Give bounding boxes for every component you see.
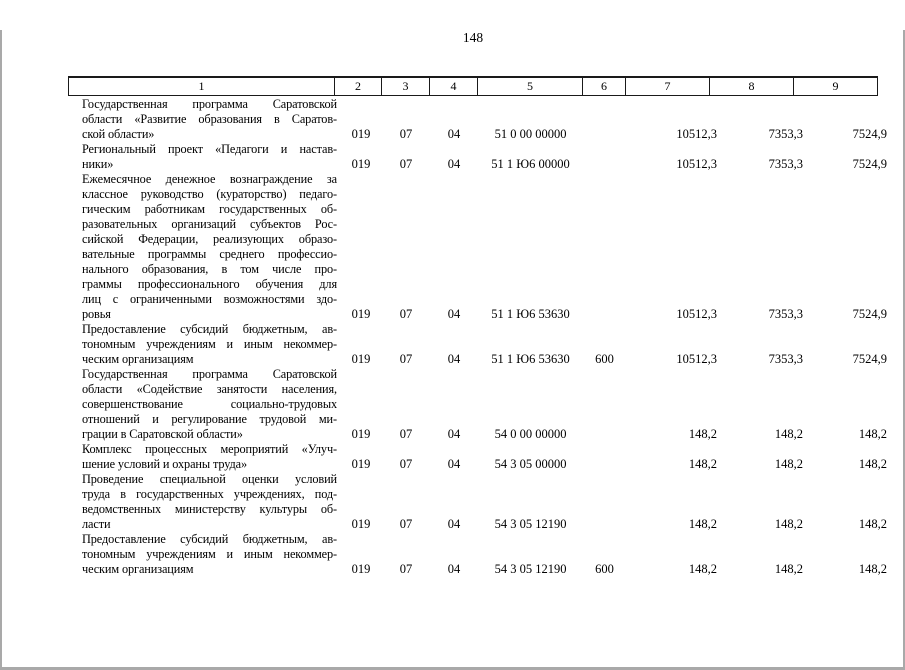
amount-col9-cell: 7524,9: [852, 127, 887, 141]
budget-item-name-line: совершенствование социально-трудовых: [82, 397, 337, 411]
section-code-cell: 07: [399, 562, 413, 576]
budget-item-name-line: Государственная программа Саратовской: [82, 367, 337, 381]
budget-item-name-line: Региональный проект «Педагоги и настав-: [82, 142, 337, 156]
grbs-code-cell: 019: [351, 562, 371, 576]
amount-col9-cell: 148,2: [858, 427, 887, 441]
table-row: [68, 472, 889, 532]
section-code-cell: 07: [399, 307, 413, 321]
column-header-9: 9: [832, 79, 839, 93]
amount-col9-cell: 7524,9: [852, 352, 887, 366]
amount-col7-cell: 10512,3: [676, 307, 717, 321]
subsection-code-cell: 04: [447, 427, 461, 441]
subsection-code-cell: 04: [447, 517, 461, 531]
budget-item-name-cell: [68, 367, 340, 442]
budget-item-name-line: вательные программы среднего профессио-: [82, 247, 337, 261]
budget-item-name-line: ровья: [82, 307, 111, 321]
column-header-1: 1: [69, 78, 335, 95]
subsection-code-cell: 04: [447, 457, 461, 471]
target-article-code-cell: 51 0 00 00000: [494, 127, 567, 141]
budget-item-name-line: разовательных организаций субъектов Рос-: [82, 217, 337, 231]
section-code-cell: 07: [399, 127, 413, 141]
budget-item-name-line: ской области»: [82, 127, 155, 141]
budget-item-name-line: ческим организациям: [82, 562, 194, 576]
expense-type-code-cell: 600: [595, 562, 614, 576]
budget-item-name-line: ческим организациям: [82, 352, 194, 366]
budget-item-name-line: гическим работникам государственных об-: [82, 202, 337, 216]
amount-col7-cell: 148,2: [688, 562, 717, 576]
budget-item-name-line: отношений и регулирование трудовой ми-: [82, 412, 337, 426]
grbs-code-cell: 019: [351, 427, 371, 441]
subsection-code-cell: 04: [447, 307, 461, 321]
amount-col7-cell: 10512,3: [676, 352, 717, 366]
amount-col8-cell: 7353,3: [768, 157, 803, 171]
budget-item-name-line: граммы профессионального обучения для: [82, 277, 337, 291]
subsection-code-cell: 04: [447, 157, 461, 171]
budget-item-name-line: лиц с ограниченными возможностями здо-: [82, 292, 337, 306]
column-header-8: 8: [710, 78, 794, 95]
budget-item-name-cell: [68, 442, 340, 472]
budget-item-name-cell: [68, 172, 340, 322]
amount-col7-cell: 148,2: [688, 517, 717, 531]
expense-type-code-cell: 600: [595, 352, 614, 366]
grbs-code-cell: 019: [351, 457, 371, 471]
budget-item-name-line: тономным учреждениям и иным некоммер-: [82, 337, 337, 351]
table-row: [68, 172, 889, 322]
column-header-4: 4: [430, 78, 478, 95]
column-header-3: 3: [382, 78, 430, 95]
document-page: [0, 30, 905, 670]
budget-item-name-line: Государственная программа Саратовской: [82, 97, 337, 111]
budget-item-name-cell: [68, 532, 340, 577]
table-row: [68, 322, 889, 367]
budget-item-name-line: ведомственных министерству культуры об-: [82, 502, 337, 516]
target-article-code-cell: 51 1 Ю6 00000: [491, 157, 570, 171]
column-header-5: 5: [478, 78, 583, 95]
table-row: [68, 532, 889, 577]
table-body: [68, 97, 889, 577]
budget-item-name-line: области «Содействие занятости населения,: [82, 382, 337, 396]
amount-col8-cell: 7353,3: [768, 307, 803, 321]
amount-col8-cell: 148,2: [774, 427, 803, 441]
table-row: [68, 97, 889, 142]
table-row: [68, 442, 889, 472]
column-header-6: 6: [583, 78, 626, 95]
table-header-row: [68, 76, 878, 96]
amount-col9-cell: 7524,9: [852, 157, 887, 171]
table-row: [68, 367, 889, 442]
amount-col8-cell: 148,2: [774, 562, 803, 576]
grbs-code-cell: 019: [351, 517, 371, 531]
budget-item-name-line: Ежемесячное денежное вознаграждение за: [82, 172, 337, 186]
budget-item-name-line: грации в Саратовской области»: [82, 427, 243, 441]
amount-col8-cell: 148,2: [774, 457, 803, 471]
budget-item-name-cell: [68, 142, 340, 172]
target-article-code-cell: 51 1 Ю6 53630: [491, 352, 570, 366]
subsection-code-cell: 04: [447, 127, 461, 141]
amount-col7-cell: 148,2: [688, 427, 717, 441]
subsection-code-cell: 04: [447, 352, 461, 366]
section-code-cell: 07: [399, 352, 413, 366]
budget-item-name-cell: [68, 472, 340, 532]
amount-col8-cell: 148,2: [774, 517, 803, 531]
grbs-code-cell: 019: [351, 157, 371, 171]
budget-item-name-line: области «Развитие образования в Саратов-: [82, 112, 337, 126]
subsection-code-cell: 04: [447, 562, 461, 576]
target-article-code-cell: 51 1 Ю6 53630: [491, 307, 570, 321]
grbs-code-cell: 019: [351, 307, 371, 321]
column-header-2: 2: [335, 78, 382, 95]
budget-item-name-cell: [68, 322, 340, 367]
target-article-code-cell: 54 3 05 12190: [494, 562, 567, 576]
target-article-code-cell: 54 3 05 00000: [494, 457, 567, 471]
budget-item-name-line: классное руководство (кураторство) педаго-: [82, 187, 337, 201]
table-row: [68, 142, 889, 172]
page-number: 148: [462, 30, 484, 45]
section-code-cell: 07: [399, 427, 413, 441]
budget-item-name-line: ники»: [82, 157, 114, 171]
budget-item-name-line: нального образования, в том числе про-: [82, 262, 337, 276]
amount-col9-cell: 7524,9: [852, 307, 887, 321]
section-code-cell: 07: [399, 457, 413, 471]
amount-col8-cell: 7353,3: [768, 127, 803, 141]
target-article-code-cell: 54 3 05 12190: [494, 517, 567, 531]
budget-item-name-line: Проведение специальной оценки условий: [82, 472, 337, 486]
budget-item-name-line: ласти: [82, 517, 111, 531]
amount-col7-cell: 10512,3: [676, 127, 717, 141]
grbs-code-cell: 019: [351, 127, 371, 141]
amount-col9-cell: 148,2: [858, 517, 887, 531]
amount-col9-cell: 148,2: [858, 457, 887, 471]
amount-col9-cell: 148,2: [858, 562, 887, 576]
column-header-7: 7: [626, 78, 710, 95]
target-article-code-cell: 54 0 00 00000: [494, 427, 567, 441]
amount-col7-cell: 148,2: [688, 457, 717, 471]
budget-item-name-line: сийской Федерации, реализующих образо-: [82, 232, 337, 246]
budget-item-name-line: шение условий и охраны труда»: [82, 457, 247, 471]
amount-col8-cell: 7353,3: [768, 352, 803, 366]
grbs-code-cell: 019: [351, 352, 371, 366]
budget-item-name-line: труда в государственных учреждениях, под-: [82, 487, 337, 501]
budget-item-name-cell: [68, 97, 340, 142]
section-code-cell: 07: [399, 517, 413, 531]
budget-item-name-line: Предоставление субсидий бюджетным, ав-: [82, 322, 337, 336]
budget-item-name-line: тономным учреждениям и иным некоммер-: [82, 547, 337, 561]
budget-item-name-line: Комплекс процессных мероприятий «Улуч-: [82, 442, 337, 456]
budget-item-name-line: Предоставление субсидий бюджетным, ав-: [82, 532, 337, 546]
amount-col7-cell: 10512,3: [676, 157, 717, 171]
section-code-cell: 07: [399, 157, 413, 171]
